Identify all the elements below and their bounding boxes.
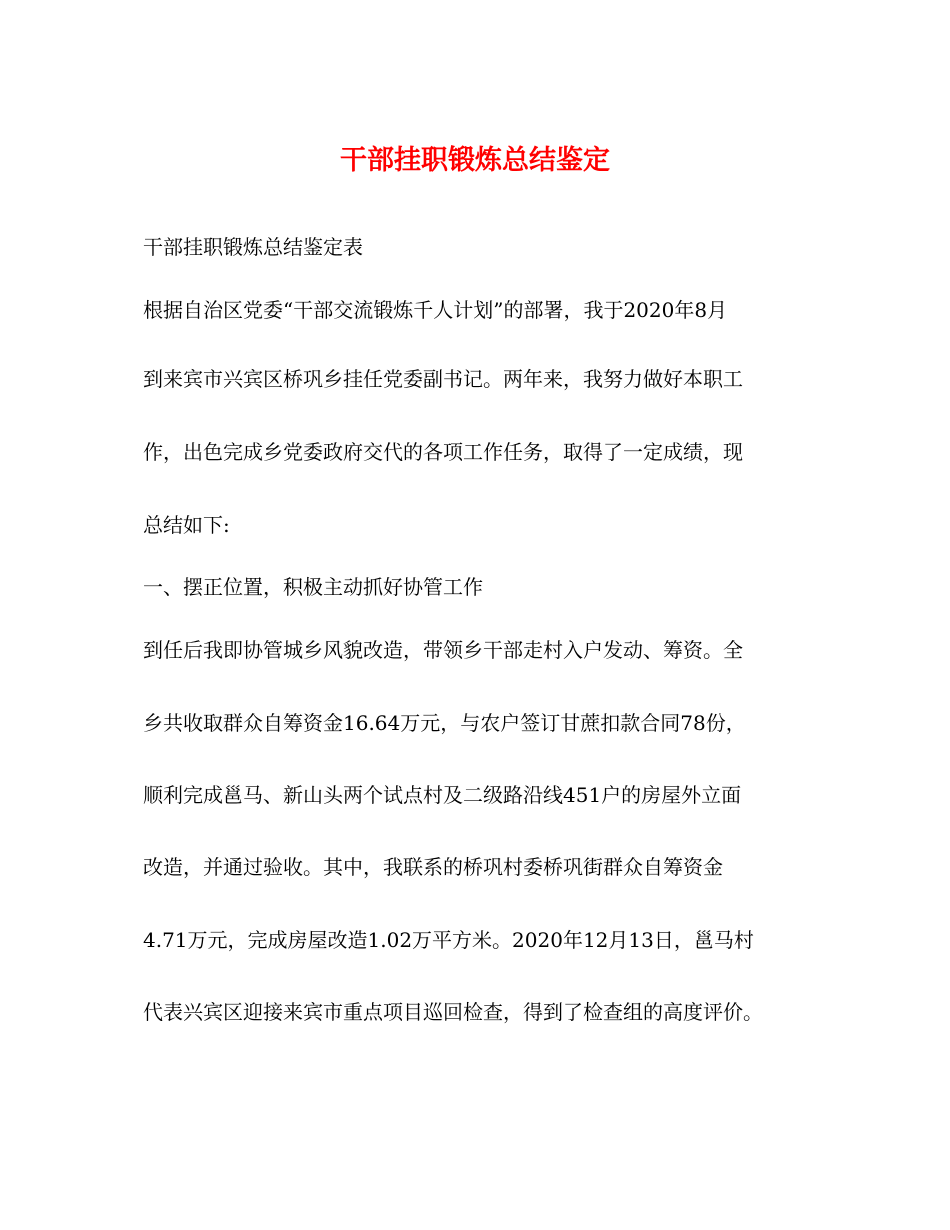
document-title: 干部挂职锻炼总结鉴定 [340,145,610,176]
paragraph-line: 到来宾市兴宾区桥巩乡挂任党委副书记。两年来，我努力做好本职工 [143,367,743,391]
section-heading: 一、摆正位置，积极主动抓好协管工作 [143,575,483,599]
paragraph-line: 改造，并通过验收。其中，我联系的桥巩村委桥巩街群众自筹资金 [143,855,723,879]
paragraph-line: 代表兴宾区迎接来宾市重点项目巡回检查，得到了检查组的高度评价。 [143,1000,763,1024]
paragraph-line: 4.71万元，完成房屋改造1.02万平方米。2020年12月13日，邕马村 [143,928,754,952]
paragraph-line: 根据自治区党委“干部交流锻炼千人计划”的部署，我于2020年8月 [143,298,728,322]
paragraph-line: 作，出色完成乡党委政府交代的各项工作任务，取得了一定成绩，现 [143,440,743,464]
subtitle-line: 干部挂职锻炼总结鉴定表 [143,235,363,259]
paragraph-line: 乡共收取群众自筹资金16.64万元，与农户签订甘蔗扣款合同78份， [143,711,746,735]
paragraph-line: 顺利完成邕马、新山头两个试点村及二级路沿线451户的房屋外立面 [143,783,742,807]
paragraph-line: 总结如下: [143,513,230,537]
paragraph-line: 到任后我即协管城乡风貌改造，带领乡干部走村入户发动、筹资。全 [143,638,743,662]
